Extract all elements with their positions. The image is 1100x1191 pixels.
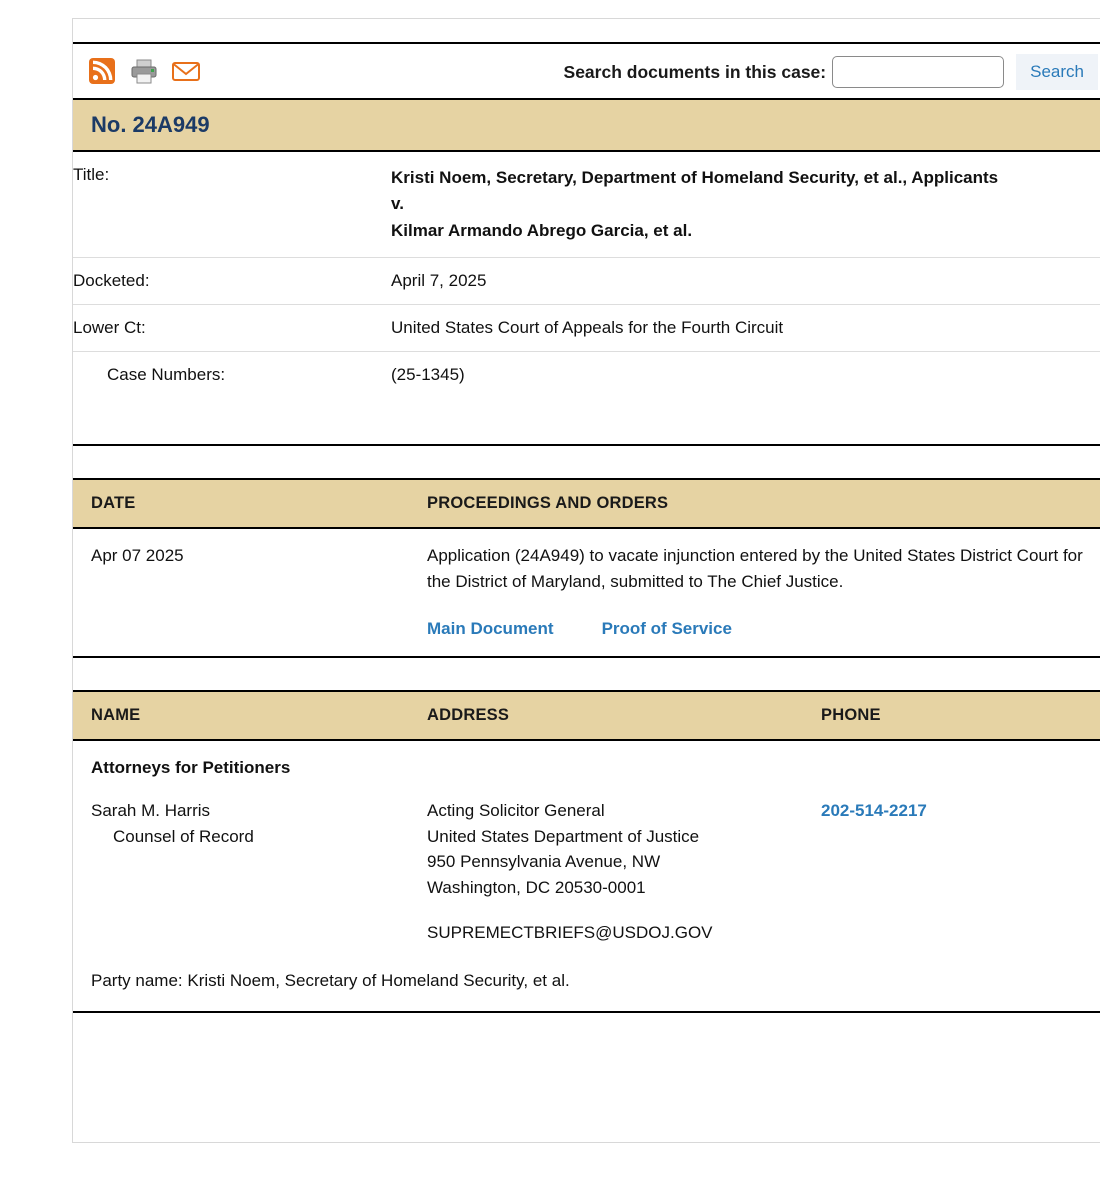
proceeding-text: Application (24A949) to vacate injunction entered by the United States District Court for the District of Maryland, submitted to The Chief Justice. xyxy=(427,546,1083,591)
contacts-header-phone: PHONE xyxy=(803,691,1100,740)
section-divider-1 xyxy=(73,398,1100,446)
label-lower-court: Lower Ct: xyxy=(73,305,391,352)
proceedings-header-orders: PROCEEDINGS AND ORDERS xyxy=(409,479,1100,528)
contact-phone[interactable]: 202-514-2217 xyxy=(821,801,927,821)
contacts-group-cell xyxy=(73,740,1100,785)
contacts-group-title: Attorneys for Petitioners xyxy=(91,757,291,777)
contact-name-cell xyxy=(73,784,409,960)
proceedings-header-row xyxy=(73,479,1100,528)
section-gap-1 xyxy=(73,446,1100,478)
contact-name: Sarah M. Harris xyxy=(91,801,211,821)
contacts-party-cell xyxy=(73,960,1100,1013)
party-name: Party name: Kristi Noem, Secretary of Homeland Security, et al. xyxy=(91,970,570,990)
search-button[interactable]: Search xyxy=(1016,54,1098,90)
contacts-header-address: ADDRESS xyxy=(409,691,803,740)
contacts-party-row xyxy=(73,960,1100,1013)
contact-phone-cell xyxy=(803,784,1100,960)
contact-name-subtitle: Counsel of Record xyxy=(113,826,254,846)
case-detail-row-docketed xyxy=(73,258,1100,305)
address-line-2: United States Department of Justice xyxy=(427,826,700,846)
case-detail-row-title xyxy=(73,152,1100,258)
proceeding-links xyxy=(427,616,1086,642)
table-row xyxy=(73,784,1100,960)
contacts-header-name: NAME xyxy=(73,691,409,740)
toolbar-icon-group xyxy=(87,56,201,86)
case-number: No. 24A949 xyxy=(91,112,210,137)
value-title xyxy=(391,152,1100,258)
case-number-band xyxy=(73,100,1100,152)
address-line-4: Washington, DC 20530-0001 xyxy=(427,877,646,897)
contact-email: SUPREMECTBRIEFS@USDOJ.GOV xyxy=(427,923,713,943)
contact-address-cell xyxy=(409,784,803,960)
label-title: Title: xyxy=(73,152,391,258)
value-docketed: April 7, 2025 xyxy=(391,258,1100,305)
case-title-line-3: Kilmar Armando Abrego Garcia, et al. xyxy=(391,220,693,240)
label-docketed: Docketed: xyxy=(73,258,391,305)
proof-of-service-link[interactable]: Proof of Service xyxy=(601,619,732,639)
docket-content xyxy=(73,42,1100,1013)
contacts-header-row xyxy=(73,691,1100,740)
contacts-table xyxy=(73,690,1100,1014)
address-line-1: Acting Solicitor General xyxy=(427,801,605,821)
case-detail-row-lowerct xyxy=(73,305,1100,352)
proceedings-header-date: DATE xyxy=(73,479,409,528)
search-area xyxy=(564,54,1098,90)
toolbar xyxy=(73,42,1100,100)
section-gap-2 xyxy=(73,658,1100,690)
value-case-numbers: (25-1345) xyxy=(391,365,465,385)
case-detail-row-casenumbers xyxy=(73,352,1100,399)
case-title-line-1: Kristi Noem, Secretary, Department of Homeland Security, et al., Applicants xyxy=(391,168,999,187)
case-detail-table xyxy=(73,152,1100,398)
docket-panel xyxy=(72,18,1100,1143)
address-line-3: 950 Pennsylvania Avenue, NW xyxy=(427,852,661,872)
proceeding-date: Apr 07 2025 xyxy=(91,546,184,566)
search-input[interactable] xyxy=(832,56,1004,88)
search-label: Search documents in this case: xyxy=(563,61,827,82)
main-document-link[interactable]: Main Document xyxy=(427,619,554,639)
proceedings-table xyxy=(73,478,1100,658)
contacts-group-row xyxy=(73,740,1100,785)
label-case-numbers: Case Numbers: xyxy=(107,365,226,385)
table-row xyxy=(73,528,1100,657)
email-icon[interactable] xyxy=(171,56,201,86)
proceeding-cell xyxy=(409,528,1100,657)
rss-icon[interactable] xyxy=(87,56,117,86)
case-title-line-2: v. xyxy=(391,194,404,214)
value-lower-court: United States Court of Appeals for the Fourth Circuit xyxy=(391,305,1100,352)
print-icon[interactable] xyxy=(129,56,159,86)
